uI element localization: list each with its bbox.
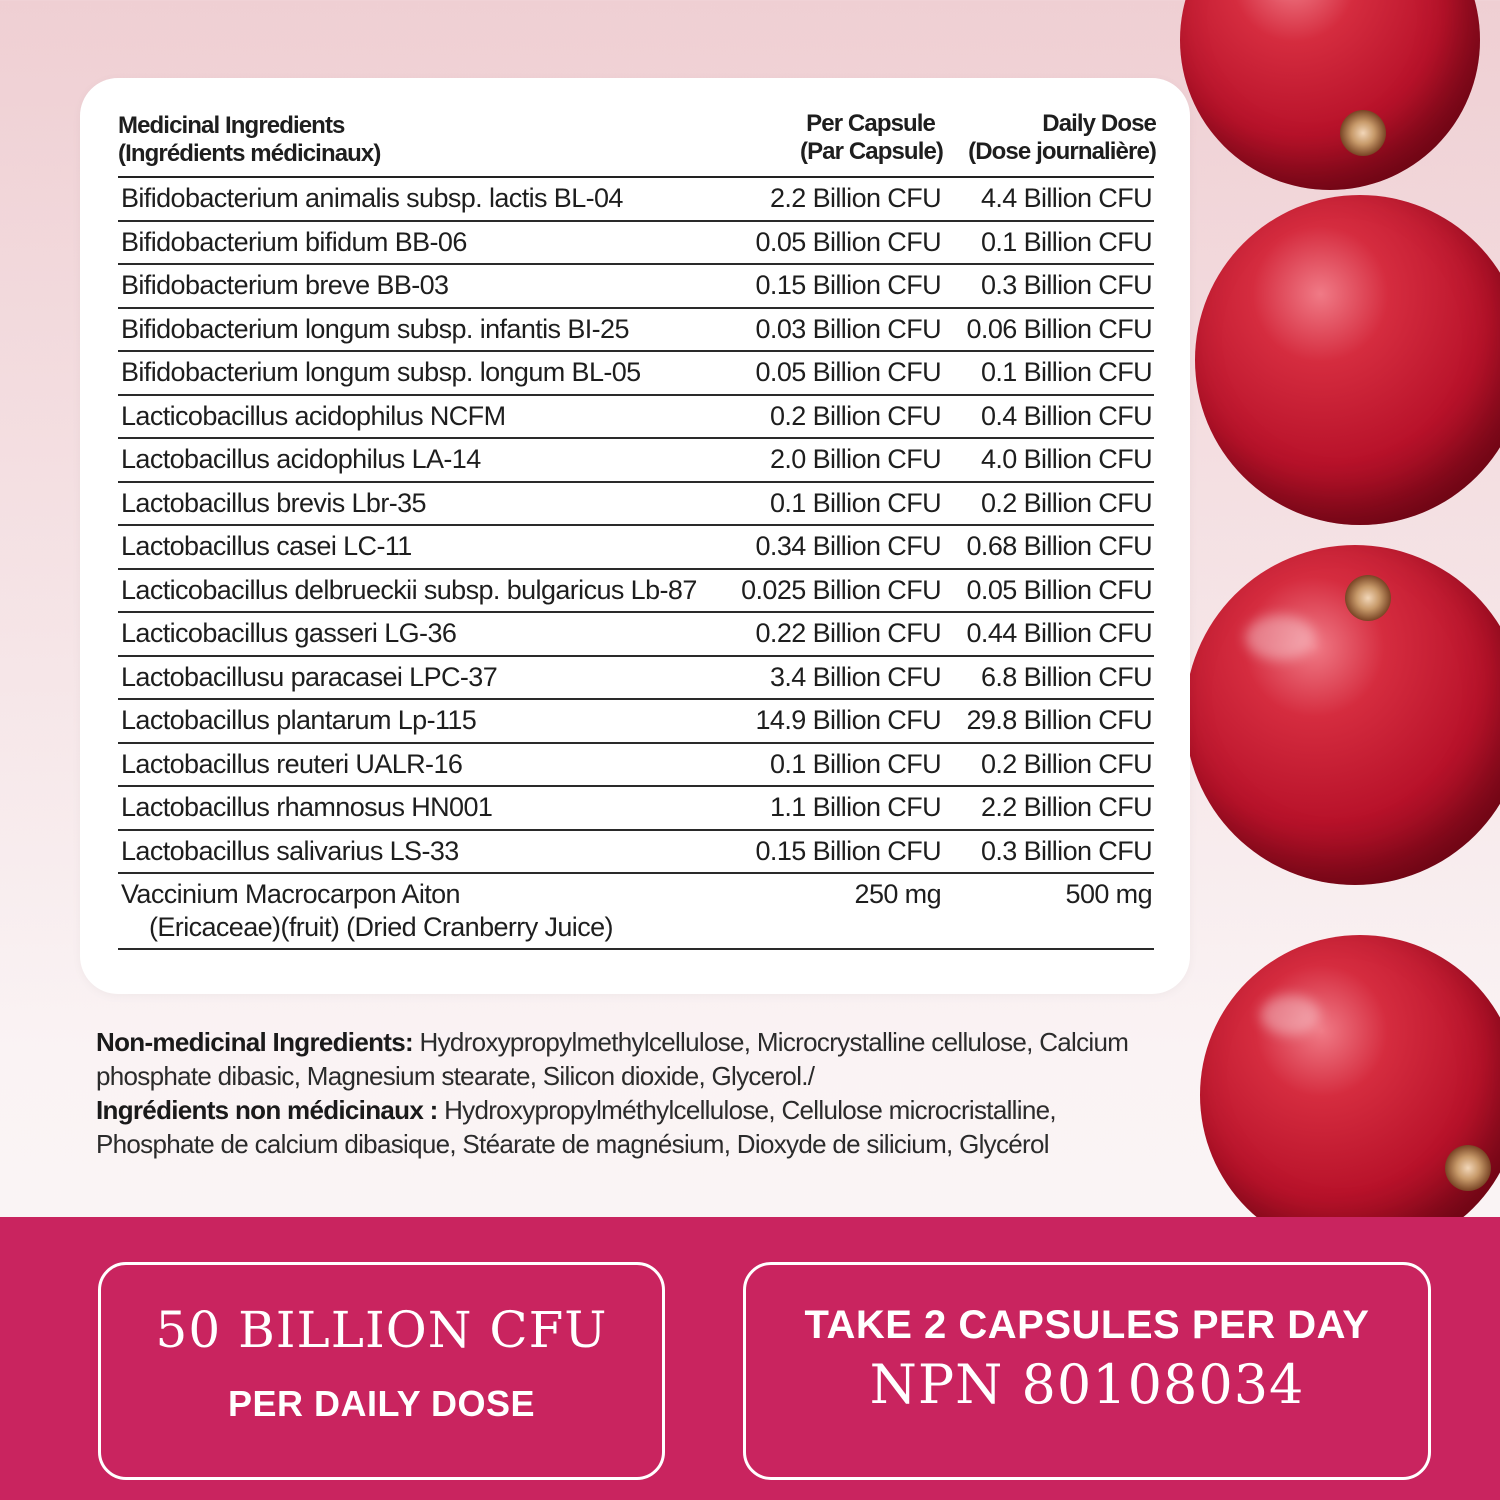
daily-dose-value: 0.44 Billion CFU — [966, 618, 1152, 648]
per-capsule-value: 14.9 Billion CFU — [755, 705, 941, 735]
medicinal-ingredients-table — [118, 110, 1154, 950]
daily-dose-value: 0.3 Billion CFU — [980, 835, 1152, 866]
table-row — [118, 483, 1154, 527]
cranberry-image-3 — [1185, 545, 1500, 885]
daily-dose-value: 0.2 Billion CFU — [980, 487, 1152, 518]
table-row — [118, 439, 1154, 483]
table-row — [118, 526, 1154, 570]
ingredient-name: Vaccinium Macrocarpon Aiton (Ericaceae)(fruit) (Dried Cranberry Juice) — [121, 879, 613, 942]
dosage-badge — [743, 1262, 1431, 1480]
daily-dose-value: 0.3 Billion CFU — [980, 270, 1152, 300]
per-capsule-value: 0.03 Billion CFU — [755, 313, 941, 344]
per-capsule-value: 0.15 Billion CFU — [755, 835, 941, 866]
ingredient-name: Lactobacillus acidophilus LA-14 — [121, 444, 481, 474]
daily-dose-value: 0.05 Billion CFU — [966, 574, 1152, 605]
cranberry-image-1 — [1180, 0, 1480, 190]
ingredient-name: Lactobacillus plantarum Lp-115 — [121, 705, 477, 735]
daily-dose-value: 0.2 Billion CFU — [980, 748, 1152, 779]
daily-dose-value: 4.0 Billion CFU — [980, 444, 1152, 474]
per-capsule-value: 2.2 Billion CFU — [769, 183, 941, 213]
ingredient-name: Lacticobacillus delbrueckii subsp. bulgaricus Lb-87 — [121, 574, 697, 605]
ingredient-name: Lacticobacillus acidophilus NCFM — [121, 400, 506, 431]
ingredient-name: Lactobacillusu paracasei LPC-37 — [121, 661, 498, 692]
table-row — [118, 657, 1154, 701]
daily-dose-value: 0.1 Billion CFU — [980, 226, 1152, 257]
non-medicinal-label-fr: Ingrédients non médicinaux : — [96, 1095, 438, 1125]
per-capsule-value: 0.2 Billion CFU — [769, 400, 941, 431]
table-row — [118, 787, 1154, 831]
header-per-capsule: Per Capsule (Par Capsule) — [799, 110, 943, 165]
cranberry-image-4 — [1200, 935, 1500, 1255]
table-row — [118, 265, 1154, 309]
non-medicinal-ingredients — [96, 1025, 1176, 1161]
table-row — [118, 396, 1154, 440]
daily-dose-value: 0.68 Billion CFU — [966, 531, 1152, 561]
per-capsule-value: 1.1 Billion CFU — [769, 792, 941, 822]
non-medicinal-label-en: Non-medicinal Ingredients: — [96, 1027, 413, 1057]
ingredient-name: Bifidobacterium longum subsp. infantis BI-25 — [121, 313, 629, 344]
table-row — [118, 613, 1154, 657]
daily-dose-value: 29.8 Billion CFU — [966, 705, 1152, 735]
per-capsule-value: 0.05 Billion CFU — [755, 357, 941, 387]
per-capsule-value: 0.05 Billion CFU — [755, 226, 941, 257]
header-daily-dose: Daily Dose (Dose journalière) — [968, 110, 1156, 165]
table-row — [118, 178, 1154, 222]
table-row — [118, 309, 1154, 353]
daily-dose-value: 4.4 Billion CFU — [980, 183, 1152, 213]
table-row — [118, 570, 1154, 614]
non-medicinal-text-en: Hydroxypropylmethylcellulose, Microcrystalline cellulose, Calcium phosphate dibasic, Magnesium stearate, Silicon dioxide, Glycerol./ — [96, 1027, 1129, 1091]
table-row — [118, 222, 1154, 266]
cfu-badge — [98, 1262, 665, 1480]
daily-dose-value: 6.8 Billion CFU — [980, 661, 1152, 692]
ingredient-name: Lacticobacillus gasseri LG-36 — [121, 618, 457, 648]
ingredient-name: Bifidobacterium bifidum BB-06 — [121, 226, 467, 257]
table-row-cranberry — [118, 874, 1154, 950]
ingredient-name: Lactobacillus reuteri UALR-16 — [121, 748, 463, 779]
npn-number: NPN 80108034 — [869, 1353, 1305, 1416]
ingredient-name: Lactobacillus rhamnosus HN001 — [121, 792, 493, 822]
table-row — [118, 700, 1154, 744]
per-capsule-value: 0.1 Billion CFU — [769, 748, 941, 779]
per-capsule-value: 0.15 Billion CFU — [755, 270, 941, 300]
dosage-instruction: TAKE 2 CAPSULES PER DAY — [804, 1303, 1370, 1347]
per-capsule-value: 0.22 Billion CFU — [755, 618, 941, 648]
per-capsule-value: 2.0 Billion CFU — [769, 444, 941, 474]
daily-dose-value: 0.06 Billion CFU — [966, 313, 1152, 344]
per-capsule-value: 3.4 Billion CFU — [769, 661, 941, 692]
cranberry-image-2 — [1195, 195, 1500, 525]
table-row — [118, 744, 1154, 788]
daily-dose-value: 0.1 Billion CFU — [980, 357, 1152, 387]
cfu-caption: PER DAILY DOSE — [227, 1383, 536, 1424]
cfu-amount: 50 BILLION CFU — [155, 1301, 608, 1359]
ingredient-name: Lactobacillus brevis Lbr-35 — [121, 487, 426, 518]
table-body — [118, 178, 1154, 950]
ingredient-name: Bifidobacterium breve BB-03 — [121, 270, 449, 300]
non-medicinal-text-fr: Hydroxypropylméthylcellulose, Cellulose microcristalline, Phosphate de calcium dibasique, Stéarate de magnésium, Dioxyde de silicium, Glycérol — [96, 1095, 1056, 1159]
per-capsule-value: 0.1 Billion CFU — [769, 487, 941, 518]
daily-dose-value: 500 mg — [1065, 879, 1152, 909]
per-capsule-value: 250 mg — [854, 879, 941, 909]
table-row — [118, 831, 1154, 875]
ingredient-name: Lactobacillus casei LC-11 — [121, 531, 412, 561]
ingredient-name: Lactobacillus salivarius LS-33 — [121, 835, 459, 866]
header-ingredient: Medicinal Ingredients (Ingrédients médicinaux) — [118, 112, 381, 167]
daily-dose-value: 0.4 Billion CFU — [980, 400, 1152, 431]
table-row — [118, 352, 1154, 396]
per-capsule-value: 0.34 Billion CFU — [755, 531, 941, 561]
daily-dose-value: 2.2 Billion CFU — [980, 792, 1152, 822]
ingredient-name: Bifidobacterium animalis subsp. lactis BL-04 — [121, 183, 623, 213]
ingredient-name: Bifidobacterium longum subsp. longum BL-05 — [121, 357, 641, 387]
table-header — [118, 110, 1154, 176]
per-capsule-value: 0.025 Billion CFU — [741, 574, 941, 605]
